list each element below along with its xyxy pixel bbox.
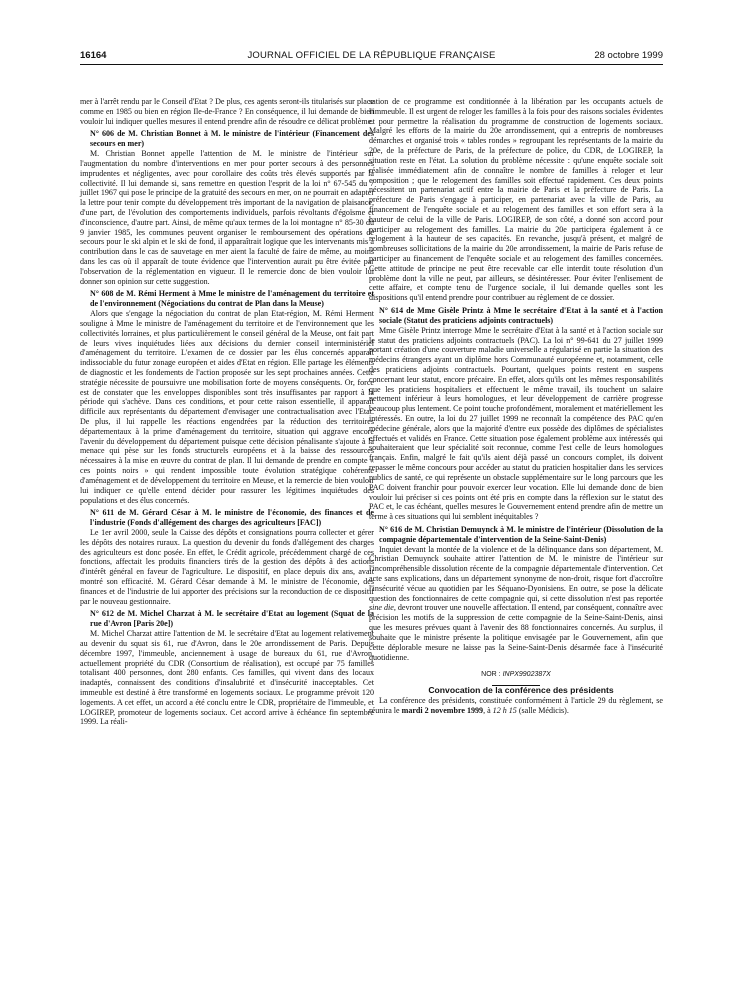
question-heading xyxy=(80,289,374,309)
question-heading xyxy=(369,306,663,326)
question-body: M. Michel Charzat attire l'attention de M. le secrétaire d'Etat au logement relativement au devenir du squat sis 61, rue d'Avron, dans le 20e arrondissement de Paris. Depuis décembre 1997, l'immeuble, anciennement à usage de bureaux du 61, rue d'Avron, actuellement propriété du CDR (Consortium de réalisation), est occupé par 75 familles totalisant 400 personnes, dont 280 enfants. Ces familles, qui vivent dans des locaux inadaptés, connaissent des conditions d'insalubrité et d'insécurité inacceptables. Cet immeuble est destiné à être transformé en logements sociaux. Le programme prévoit 120 logements. A cet effet, un accord a été conclu entre le CDR, propriétaire de l'immeuble, et LOGIREP, promoteur de logements sociaux. Cet accord arrive à échéance fin septembre 1999. La réali- xyxy=(80,629,374,727)
question-heading xyxy=(80,609,374,629)
page-number: 16164 xyxy=(80,50,107,61)
question-number: N° 612 de M. Michel Charzat à M. le secrétaire d'Etat au logement xyxy=(90,609,329,619)
question-subject: (Statut des praticiens adjoints contractuels) xyxy=(403,315,554,325)
conference-body xyxy=(369,696,663,716)
question-number: N° 614 de Mme Gisèle Printz à Mme le secrétaire d'Etat à la santé et à l'action sociale xyxy=(379,306,663,325)
nor-code: INPX9902387X xyxy=(502,671,551,679)
continued-paragraph: mer à l'arrêt rendu par le Conseil d'Etat ? De plus, ces agents seront-ils titularisés sur place comme en 1985 ou bien en région Ile-de-France ? En conséquence, il lui demande de bien vouloir lui indiquer quelles mesures il entend prendre afin de résoudre ce délicat problème. xyxy=(80,97,374,126)
question-611 xyxy=(80,508,374,606)
question-body: Alors que s'engage la négociation du contrat de plan Etat-région, M. Rémi Herment souligne à Mme le ministre de l'aménagement du territoire et de l'environnement que les collectivités lorraines, et plus particulièrement le conseil général de la Meuse, ont fait part de leurs vives inquiétudes liées aux décisions du dernier conseil interministériel d'aménagement du territoire. L'examen de ce dossier par les élus concernés apparaît indissociable du futur zonage européen et aides d'Etat en région. Elle partage les éléments de diagnostic et les fondements de l'action proposée sur les sept prochaines années. Cette stratégie nécessite de poursuivre une mobilisation forte de moyens conséquents. Or, force est de constater que les enveloppes disponibles sont très insuffisantes par rapport à la période qui s'achève. Dans ces conditions, et pour cette raison essentielle, il apparaît difficile aux représentants du département d'envisager une contractualisation avec l'Etat. De plus, il lui rappelle les réactions engendrées par la réduction des territoires départementaux à la prime d'aménagement du territoire, situation qui aggrave encore l'avenir du développement du département puisque cette décision pénalisante s'ajoute à la menace qui pèse sur les fonds structurels européens et à la baisse des ressources nécessaires à la mise en œuvre du contrat de plan. Il lui demande de prendre en compte « ces points noirs » qui rendent impossible toute évolution stratégique cohérente d'aménagement et de développement du territoire en Meuse, et la remercie de bien vouloir lui indiquer ce qu'elle entend décider pour rassurer les légitimes inquiétudes des populations et des élus concernés. xyxy=(80,309,374,505)
journal-title: JOURNAL OFFICIEL DE LA RÉPUBLIQUE FRANÇAISE xyxy=(247,50,496,61)
left-column xyxy=(80,97,374,727)
issue-date: 28 octobre 1999 xyxy=(594,50,663,61)
question-number: N° 608 de M. Rémi Herment à Mme le ministre de l'aménagement du territoire et de l'environnement xyxy=(90,289,374,309)
nor-reference xyxy=(369,670,663,680)
question-heading xyxy=(369,525,663,545)
question-616 xyxy=(369,525,663,662)
conference-time: 12 h 15 xyxy=(492,705,517,715)
header-rule xyxy=(80,64,663,65)
question-heading xyxy=(80,508,374,528)
question-subject: (Dissolution de la compagnie départementale d'intervention de la Seine-Saint-Denis) xyxy=(379,524,664,544)
question-body: Le 1er avril 2000, seule la Caisse des dépôts et consignations pourra collecter et gérer les dépôts des notaires ruraux. La question du devenir du fonds d'allégement des charges des agriculteurs est donc posée. En effet, le Crédit agricole, précédemment chargé de ces fonctions, affectait les produits financiers tirés de la gestion des dépôts à des actions d'intérêt général en faveur de l'agriculture. Le dispositif, en place depuis dix ans, avait montré son efficacité. M. Gérard César demande à M. le ministre de l'économie, des finances et de l'industrie de lui apporter des précisions sur la reconduction de ce dispositif par le nouveau gestionnaire. xyxy=(80,527,374,606)
question-body: Mme Gisèle Printz interroge Mme le secrétaire d'Etat à la santé et à l'action sociale sur le statut des praticiens adjoints contractuels (PAC). La loi n° 99-641 du 27 juillet 1999 portant création d'une couverture maladie universelle a régularisé en partie la situation des médecins étrangers ayant un diplôme hors Communauté européenne et, notamment, celle des praticiens adjoints contractuels. Pourtant, quelques points restent en suspens concernant leur statut, encore précaire. En effet, alors qu'ils ont les mêmes responsabilités que les praticiens hospitaliers et effectuent le même travail, ils touchent un salaire nettement inférieur à leurs homologues, et leur développement de carrière progresse beaucoup plus lentement. Ce point touche profondément, moralement et matériellement les intéressés. En outre, la loi du 27 juillet 1999 ne reconnaît la compétence des PAC qu'en médecine générale, alors que la majorité d'entre eux possède des diplômes de spécialistes effectués et validés en France. Cette situation pose également problème aux intéressés qui souhaiteraient que leur spécialité soit reconnue, comme l'est celle de leurs homologues français. Enfin, malgré le fait qu'ils aient déjà passé un concours complet, ils doivent repasser le même concours pour accéder au statut du praticien hospitalier dans les services publics de santé, ce qui représente un obstacle supplémentaire sur le long parcours que les PAC doivent franchir pour pouvoir exercer leur vocation. Elle lui demande donc de bien vouloir lui préciser si ces points ont été pris en compte dans la réflexion sur le statut des PAC et, le cas échéant, quelles mesures le Gouvernement entend prendre afin de mettre un terme à ces situations qui lui semblent inéquitables ? xyxy=(369,325,663,522)
question-heading xyxy=(80,129,374,149)
question-608 xyxy=(80,289,374,505)
conference-date: mardi 2 novembre 1999 xyxy=(401,705,484,715)
question-body xyxy=(369,545,663,663)
question-606 xyxy=(80,129,374,286)
question-number: N° 606 de M. Christian Bonnet à M. le ministre de l'intérieur xyxy=(90,129,310,139)
conference-text: (salle Médicis). xyxy=(516,705,569,715)
question-subject: (Négociations du contrat de Plan dans la Meuse) xyxy=(158,299,324,309)
question-subject: (Squat de la rue d'Avron [Paris 20e]) xyxy=(90,609,374,629)
question-subject: (Fonds d'allégement des charges des agriculteurs [FAC]) xyxy=(127,518,322,528)
continued-paragraph: sation de ce programme est conditionnée à la libération par les occupants actuels de l'immeuble. Il est urgent de reloger les familles à la fois pour des raisons sociales évidentes et pour permettre la réalisation du programme de construction de logements sociaux. Malgré les efforts de la mairie du 20e arrondissement, qui a entrepris de nombreuses démarches et organisé trois « tables rondes » regroupant les représentants de la mairie du 20e, de la préfecture de Paris, de la préfecture de police, du CDR, de LOGIREP, la situation reste en l'état. La solution du problème nécessite : qu'une enquête sociale soit réalisée immédiatement afin de connaître le nombre de familles à reloger et leur composition ; que le relogement des familles soit effectué rapidement. Ces deux points nécessitent un partenariat actif entre la mairie de Paris et la préfecture de Paris. La préfecture de Paris s'engage à participer, en partenariat avec la ville de Paris, au financement de l'enquête sociale et au relogement des familles et son effort sera à la hauteur de celui de la ville de Paris. LOGIREP, de son côté, a donné son accord pour participer au relogement des familles. La mairie du 20e participera également à ce relogement à la hauteur de ses capacités. En revanche, jusqu'à présent, et malgré de nombreuses sollicitations de la mairie du 20e arrondissement, la mairie de Paris refuse de participer au financement de l'enquête sociale et au relogement des familles concernées. Cette attitude de principe ne peut être recevable car elle interdit toute résolution d'un problème dont la ville ne peut, par ailleurs, se désintéresser. Pour éviter l'enlisement de cette affaire, et compte tenu de l'urgence sociale, il lui demande quelles sont les dispositions qu'il entend prendre pour contribuer au règlement de ce dossier. xyxy=(369,97,663,303)
question-number: N° 616 de M. Christian Demuynck à M. le ministre de l'intérieur xyxy=(379,524,602,534)
conference-text: La conférence des présidents, constituée conformément à l'article 29 du règlement, se réunira le xyxy=(369,695,663,715)
question-body: M. Christian Bonnet appelle l'attention de M. le ministre de l'intérieur sur l'augmentation du nombre d'interventions en mer pour porter secours à des personnes imprudentes et négligentes, avec pour corollaire des coûts très élevés supportés par la collectivité. Il lui demande si, sans remettre en question l'esprit de la loi n° 67-545 du 7 juillet 1967 qui pose le principe de la gratuité des secours en mer, on ne pourrait en adapter la lettre pour tenir compte du développement très important de la navigation de plaisance, d'une part, de l'évolution des comportements individuels, parfois révoltants d'égoïsme et d'inconscience, d'autre part. Ainsi, de même qu'aux termes de la loi montagne n° 85-30 du 9 janvier 1985, les communes peuvent organiser le remboursement des opérations de secours pour le ski alpin et le ski de fond, il apparaîtrait logique que les intervenants mis à contribution dans le cas de sauvetage en mer aient la faculté de faire de même, au moins dans les cas où il apparaît de toute évidence que l'intervention aurait pu être évitée par l'observation de la réglementation en vigueur. Il le remercie donc de bien vouloir lui donner son opinion sur cette suggestion. xyxy=(80,149,374,286)
question-subject: (Financement des secours en mer) xyxy=(90,129,374,149)
conference-heading: Convocation de la conférence des présidents xyxy=(428,685,614,696)
body-text: , devront trouver une nouvelle affectation. Il entend, par conséquent, connaître avec précision les motifs de la suppression de cette compagnie de la Seine-Saint-Denis, ainsi que les mesures prévues quant à l'avenir des 88 fonctionnaires concernés. Au surplus, il souhaite que le ministre présente la politique envisagée par le Gouvernement, afin que cette déplorable mesure ne laisse pas la Seine-Saint-Denis désarmée face à l'insécurité quotidienne. xyxy=(369,603,663,662)
question-612 xyxy=(80,609,374,727)
right-column xyxy=(369,97,663,716)
body-text: Inquiet devant la montée de la violence et de la délinquance dans son département, M. Christian Demuynck souhaite attirer l'attention de M. le ministre de l'intérieur sur l'incompréhensible dissolution récente de la compagnie départementale d'intervention. Cet acte sans explications, dans un département synonyme de non-droit, risque fort d'accroître l'insécurité vécue au quotidien par les Séquano-Dyonisiens. En outre, se pose la délicate question des fonctionnaires de cette compagnie qui, si cette dissolution n'est pas reportée xyxy=(369,544,663,603)
conference-text: , à xyxy=(483,705,493,715)
nor-label: NOR : xyxy=(481,671,501,679)
question-number: N° 611 de M. Gérard César à M. le ministre de l'économie, des finances et de l'industrie xyxy=(90,508,374,528)
latin-phrase: sine die xyxy=(369,603,394,613)
question-614 xyxy=(369,306,663,522)
